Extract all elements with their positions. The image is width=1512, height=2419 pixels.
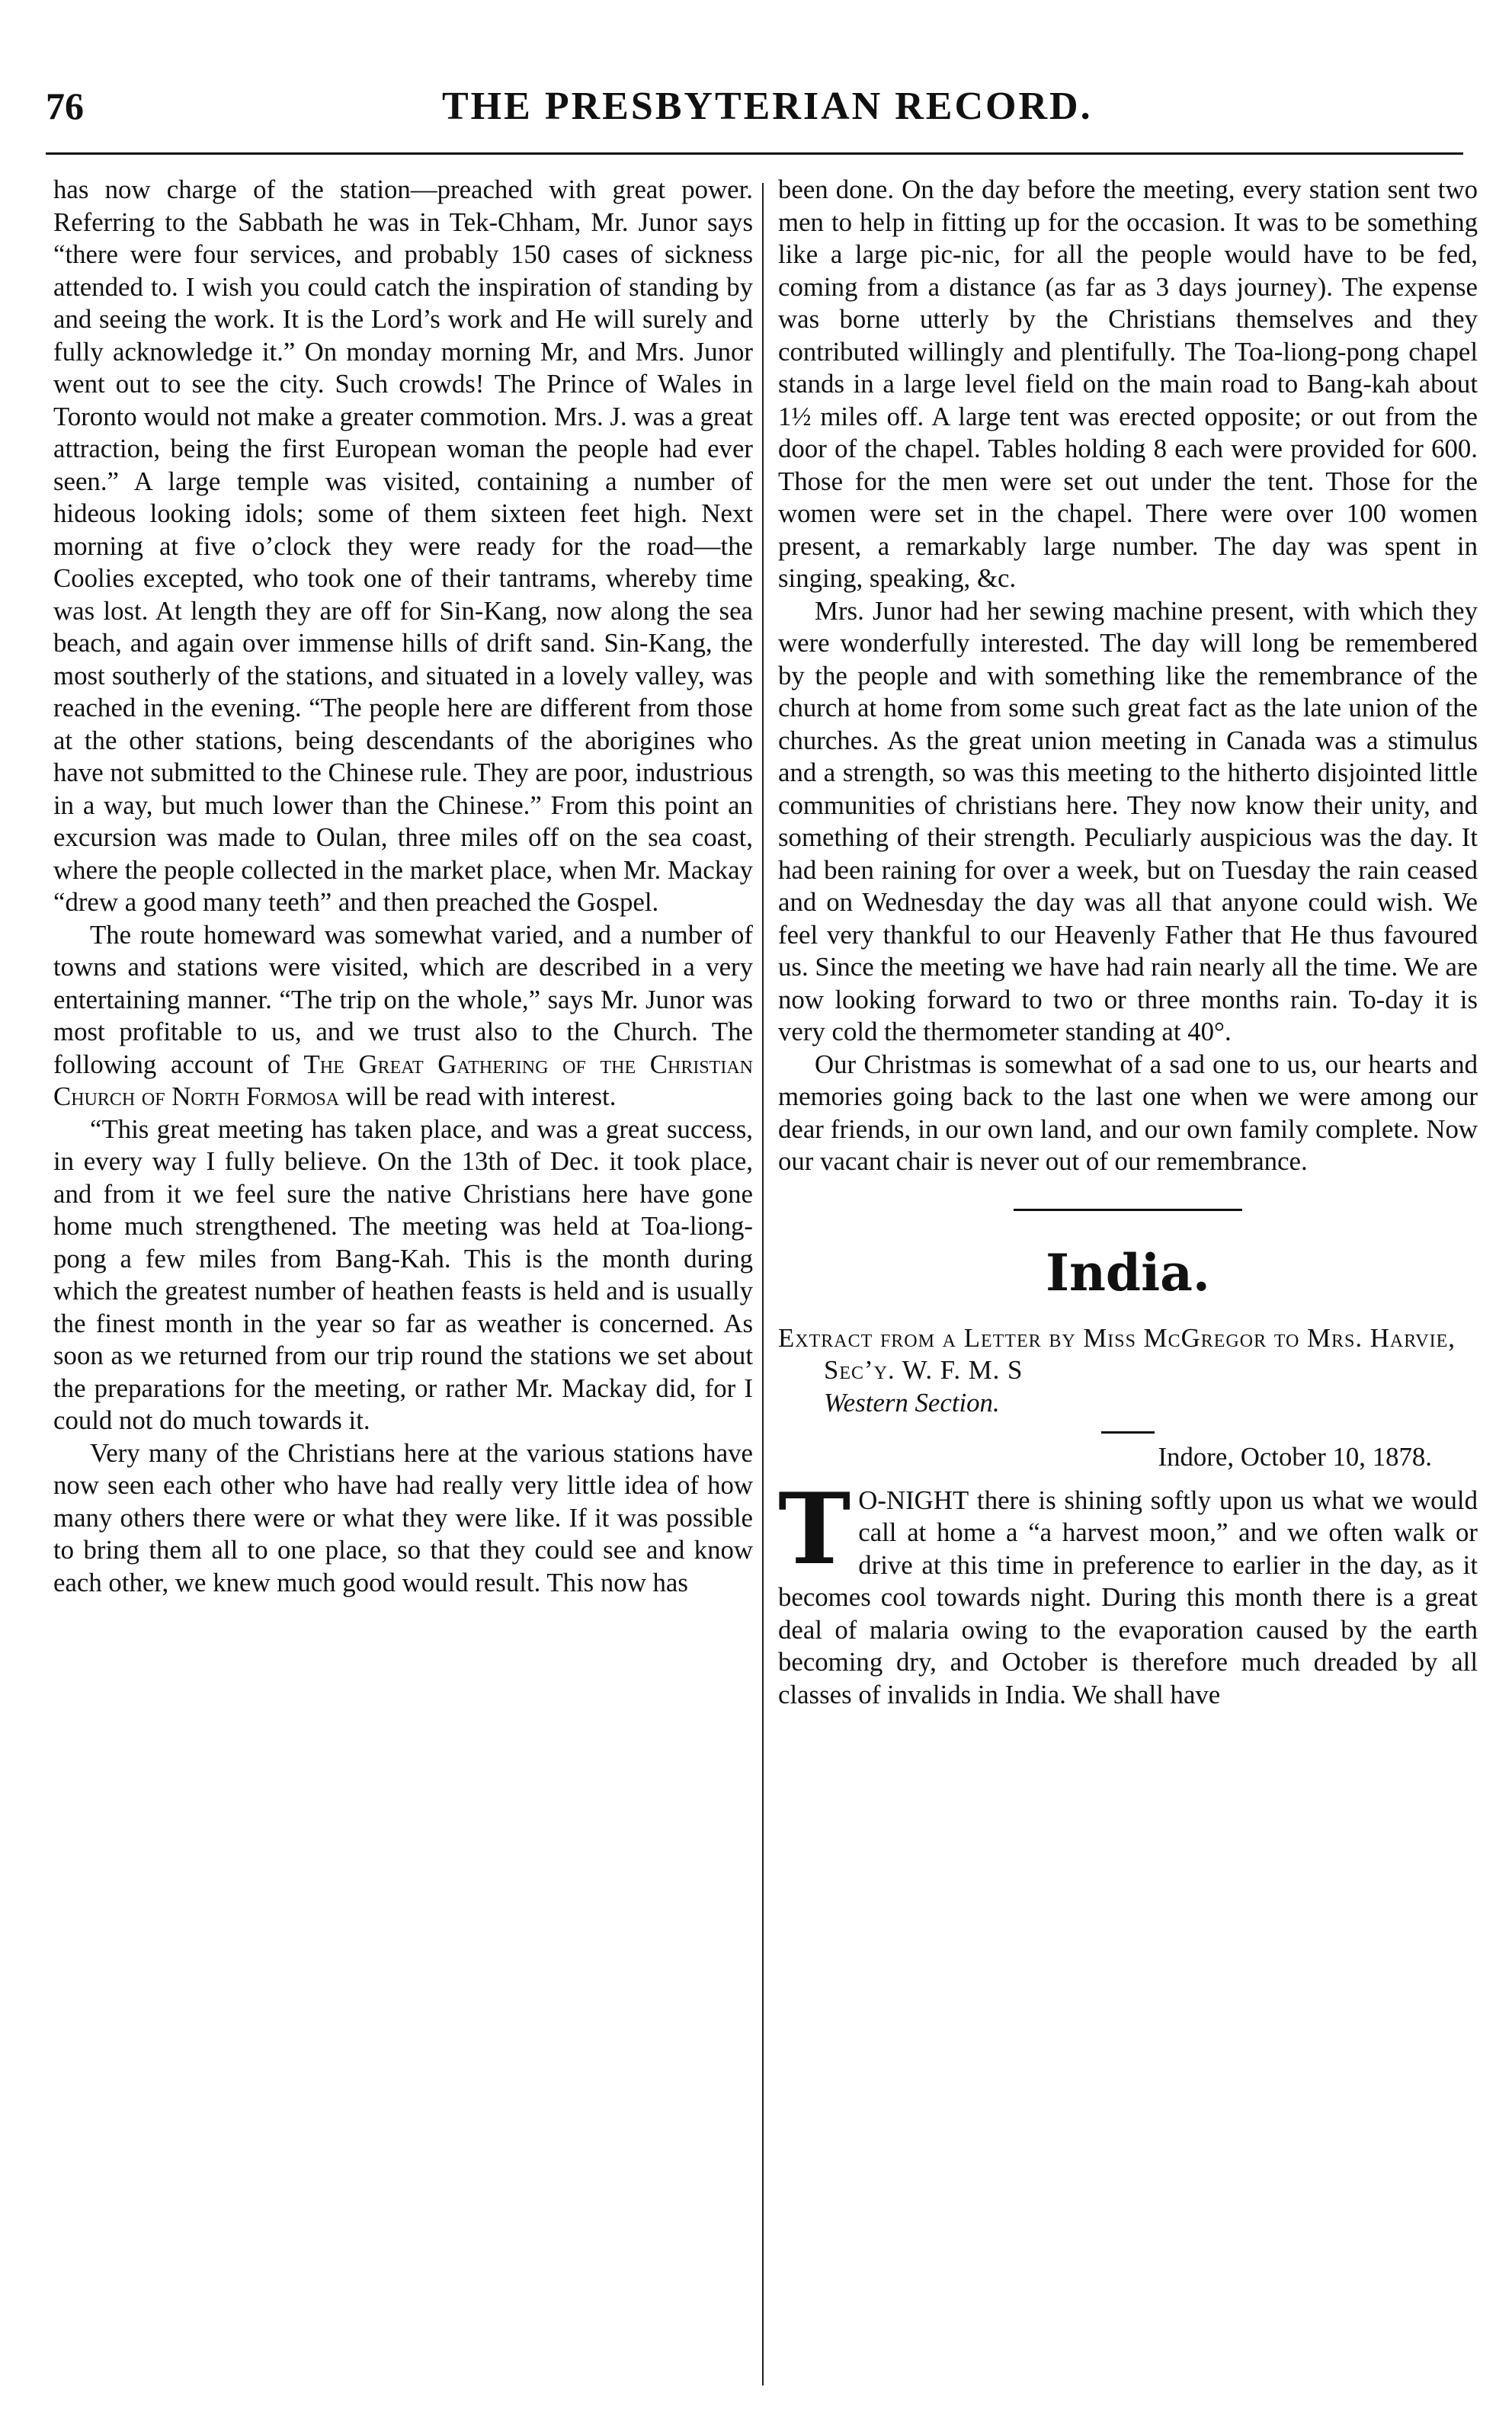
right-column [778,174,1478,2384]
section-heading: India. [1046,1242,1210,1302]
extract-title: Extract from a Letter by Miss McGregor to Mrs. Harvie, Sec’y. W. F. M. S [778,1322,1456,1385]
column-divider [762,183,764,2385]
left-paragraph-2-tail: will be read with interest. [339,1081,617,1111]
section-rule [1014,1209,1242,1211]
left-paragraph-2 [53,919,753,1113]
right-paragraph-1: been done. On the day before the meeting, every station sent two men to help in fitting up for the occasion. It was to be something like a large pic-nic, for all the people would have to be fed, coming from a distance (as far as 3 days journey). The expense was borne utterly by the Christians themselves and they contributed willingly and plentifully. The Toa-liong-pong chapel stands in a large level field on the main road to Bang-kah about 1½ miles off. A large tent was erected opposite; or out from the door of the chapel. Tables holding 8 each were provided for 600. Those for the men were set out under the tent. Those for the women were set in the chapel. There were over 100 women present, a remarkably large number. The day was spent in singing, speaking, &c. [778,175,1478,593]
header-rule [46,152,1463,155]
dateline-rule [1101,1431,1155,1434]
letter-text: there is shining softly upon us what we would call at home a “a harvest moon,” and we often walk or drive at this time in preference to earlier in the day, as it becomes cool towards night. During this month there is a great deal of malaria owing to the evaporation caused by the earth becoming dry, and October is therefore much dreaded by all classes of invalids in India. We shall have [778,1485,1478,1709]
page-header [46,84,1463,145]
right-paragraph-2: Mrs. Junor had her sewing machine present, with which they were wonderfully interested. The day will long be remembered by the people and with something like the remembrance of the church at home from some such great fact as the late union of the churches. As the great union meeting in Canada was a stimulus and a strength, so was this meeting to the hitherto disjointed little communities of christians here. They now know their unity, and something of their strength. Peculiarly auspicious was the day. It had been raining for over a week, but on Tuesday the rain ceased and on Wednesday the day was all that anyone could wish. We feel very thankful to our Heavenly Father that He thus favoured us. Since the meeting we have had rain nearly all the time. We are now looking forward to two or three months rain. To-day it is very cold the thermometer standing at 40°. [778,595,1478,1046]
dateline: Indore, October 10, 1878. [1158,1442,1432,1472]
letter-body [778,1472,1478,1712]
page-number: 76 [46,85,84,127]
left-paragraph-4: Very many of the Christians here at the various stations have now seen each other who have had really very little idea of how many others there were or what they were like. If it was possible to bring them all to one place, so that they could see and know each other, we knew much good would result. This now has [53,1437,753,1597]
left-column [53,174,753,2384]
right-paragraph-3: Our Christmas is somewhat of a sad one to us, our hearts and memories going back to the last one when we were among our dear friends, in our own land, and our own family complete. Now our vacant chair is never out of our remembrance. [778,1049,1478,1176]
extract-section: Western Section. [824,1387,1000,1418]
drop-cap: T [778,1472,851,1587]
left-paragraph-1: has now charge of the station—preached with great power. Referring to the Sabbath he was in Tek-Chham, Mr. Junor says “there were four services, and probably 150 cases of sickness attended to. I wish you could catch the inspiration of standing by and seeing the work. It is the Lord’s work and He will surely and fully acknowledge it.” On monday morning Mr, and Mrs. Junor went out to see the city. Such crowds! The Prince of Wales in Toronto would not make a greater commotion. Mrs. J. was a great attraction, being the first European woman the people had ever seen.” A large temple was visited, containing a number of hideous looking idols; some of them sixteen feet high. Next morning at five o’clock they were ready for the road—the Coolies excepted, who took one of their tantrams, whereby time was lost. At length they are off for Sin-Kang, now along the sea beach, and again over immense hills of drift sand. Sin-Kang, the most southerly of the stations, and situated in a lovely valley, was reached in the evening. “The people here are different from those at the other stations, being descendants of the aborigines who have not submitted to the Chinese rule. They are poor, industrious in a way, but much lower than the Chinese.” From this point an excursion was made to Oulan, three miles off on the sea coast, where the people collected in the market place, when Mr. Mackay “drew a good many teeth” and then preached the Gospel. [53,175,753,917]
left-paragraph-3: “This great meeting has taken place, and was a great success, in every way I fully believe. On the 13th of Dec. it took place, and from it we feel sure the native Christians here have gone home much strengthened. The meeting was held at Toa-liong-pong a few miles from Bang-Kah. This is the month during which the greatest number of heathen feasts is held and is usually the finest month in the year so far as weather is concerned. As soon as we returned from our trip round the stations we set about the preparations for the meeting, or rather Mr. Mackay did, for I could not do much towards it. [53,1113,753,1435]
left-paragraph-2-lead: The route homeward was somewhat varied, and a number of towns and stations were visited, which are described in a very entertaining manner. “The trip on the whole,” says Mr. Junor was most profitable to us, and we trust also to the Church. The following account of [53,919,753,1079]
running-title: THE PRESBYTERIAN RECORD. [442,85,1093,128]
gathering-title: The Great Gathering of the Christian Church of North Formosa [53,1049,753,1111]
letter-opening: O-NIGHT [858,1485,969,1515]
